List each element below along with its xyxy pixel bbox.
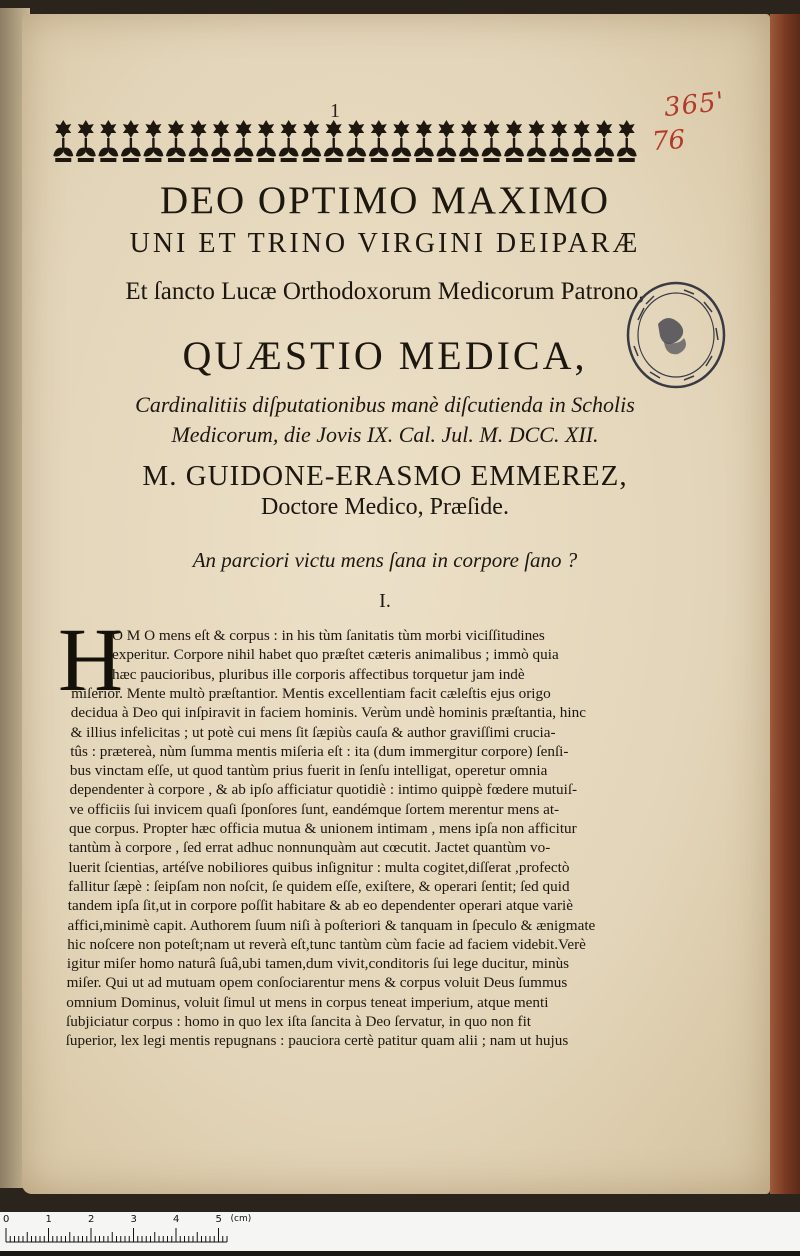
praeses-name: M. GUIDONE-ERASMO EMMEREZ, xyxy=(142,460,628,492)
shelfmark-2: 76 xyxy=(650,124,687,158)
body-line: ſubjiciatur corpus : homo in quo lex iſta ſancita à Deo ſervatur, in quo non fit xyxy=(66,1013,532,1030)
body-line: affici,minimè capit. Authorem ſuum niſi à poſteriori & tanquam in ſpeculo & ænigmate xyxy=(67,916,596,934)
fleuron xyxy=(53,120,73,162)
body-line: bus vinctam eſſe, ut quod tantùm prius fuerit in ſenſu intelligat, operetur omnia xyxy=(69,762,548,780)
thesis-question: An parciori victu mens ſana in corpore ſano ? xyxy=(192,548,578,572)
body-line: ve officiis ſui invicem quaſi ſponſores ſunt, eandémque ſortem merentur mens at- xyxy=(69,800,560,818)
fleuron xyxy=(98,120,118,162)
fleuron xyxy=(594,120,614,162)
question-title: QUÆSTIO MEDICA, xyxy=(182,333,588,378)
body-line: experitur. Corpore nihil habet quo præſtet cæteris animalibus ; immò quia xyxy=(112,646,559,664)
fleuron xyxy=(504,120,524,162)
body-line: dependenter à corpore , & ab ipſo afficiatur quotidiè : intimo quippè fœdere mutuiſ- xyxy=(69,781,578,799)
disputation-line-1: Cardinalitiis diſputationibus manè diſcutienda in Scholis xyxy=(135,392,635,417)
body-line: hic noſcere non poteſt;nam ut reverà eſt,tunc tantùm cùm facie ad faciem videbit.Verè xyxy=(67,935,586,953)
fleuron xyxy=(549,120,569,162)
fleuron xyxy=(482,120,502,162)
fleuron xyxy=(617,120,637,162)
page-number: 1 xyxy=(330,100,340,122)
fleuron xyxy=(189,120,209,162)
fleuron xyxy=(211,120,231,162)
fleuron xyxy=(414,120,434,162)
body-line: fallitur ſæpè : ſeipſam non noſcit, ſe quidem eſſe, exiſtere, & operari ſentit; ſed quid xyxy=(68,877,570,895)
dedication-line-3: Et ſancto Lucæ Orthodoxorum Medicorum Patrono, xyxy=(125,278,645,305)
fleuron xyxy=(166,120,186,162)
fleuron xyxy=(324,120,344,162)
ruler-label: 2 xyxy=(88,1214,95,1225)
body-line: luerit ſcientias, artéſve nobiliores quibus inſignitur : multa cogitet,diſſerat ,profectò xyxy=(68,858,570,876)
fleuron xyxy=(391,120,411,162)
fleuron xyxy=(346,120,366,162)
ruler-label: 0 xyxy=(3,1214,10,1225)
disputation-line-2: Medicorum, die Jovis IX. Cal. Jul. M. DCC. XII. xyxy=(171,422,599,447)
fleuron xyxy=(234,120,254,162)
praeses-title: Doctore Medico, Præſide. xyxy=(261,494,509,520)
fleuron-border-icon xyxy=(52,118,638,164)
ruler-label: 3 xyxy=(130,1214,137,1225)
fleuron xyxy=(76,120,96,162)
ruler-label: 5 xyxy=(215,1214,222,1225)
body-line: & illius infelicitas ; ut potè cui mens ſit ſæpiùs cauſa & author graviſſimi crucia- xyxy=(70,723,556,741)
fleuron xyxy=(436,120,456,162)
body-line: que corpus. Propter hæc officia mutua & unionem intimam , mens ipſa non afficitur xyxy=(69,820,577,837)
body-line: hæc paucioribus, pluribus ille corporis affectibus torquetur jam indè xyxy=(112,665,525,683)
body-line: tandem ipſa ſit,ut in corpore poſſit habitare & ab eo dependenter operari atque variè xyxy=(67,897,574,915)
body-line: miſer. Qui ut ad mutuam opem conſociarentur mens & corpus voluit Deus ſummus xyxy=(66,974,568,992)
fleuron xyxy=(459,120,479,162)
dedication-line-2: UNI ET TRINO VIRGINI DEIPARÆ xyxy=(129,228,641,259)
body-line: ſuperior, lex legi mentis repugnans : pauciora certè patitur quam alii ; nam ut hujus xyxy=(65,1032,569,1050)
scale-ruler xyxy=(0,1212,800,1251)
fleuron xyxy=(301,120,321,162)
dedication-line-1: DEO OPTIMO MAXIMO xyxy=(160,179,610,222)
body-line: tantùm à corpore , ſed errat adhuc nonnunquàm aut cœcutit. Jactet quantùm vo- xyxy=(68,839,551,857)
body-line: igitur miſer homo naturâ ſuâ,ubi tamen,dum vivit,conditoris ſui lege ducitur, minùs xyxy=(66,955,570,973)
fleuron xyxy=(279,120,299,162)
body-line: decidua à Deo qui inſpiravit in faciem hominis. Verùm undè hominis præſtantia, hinc xyxy=(70,704,586,722)
body-line: tûs : prætereà, nùm ſumma mentis miſeria eſt : ita (dum immergitur corpore) ſenſi- xyxy=(70,742,569,760)
fleuron xyxy=(572,120,592,162)
fleuron xyxy=(527,120,547,162)
book-binding-edge xyxy=(770,14,800,1194)
drop-cap: H xyxy=(58,611,123,710)
ruler-ticks xyxy=(0,1212,800,1251)
ruler-unit: (cm) xyxy=(230,1214,252,1224)
ruler-label: 4 xyxy=(173,1214,180,1225)
ruler-label: 1 xyxy=(45,1214,52,1225)
fleuron xyxy=(256,120,276,162)
fleuron xyxy=(143,120,163,162)
body-line: miſerior. Mente multò præſtantior. Mentis excellentiam facit cæleſtis ejus origo xyxy=(71,684,551,702)
body-line: omnium Dominus, voluit ſimul ut mens in corpus teneat imperium, atque menti xyxy=(66,993,549,1011)
fleuron xyxy=(121,120,141,162)
fleuron xyxy=(369,120,389,162)
section-number: I. xyxy=(379,590,391,612)
shelfmark-1: 365' xyxy=(662,86,727,124)
body-line: O M O mens eſt & corpus : in his tùm ſanitatis tùm morbi viciſſitudines xyxy=(112,627,545,644)
